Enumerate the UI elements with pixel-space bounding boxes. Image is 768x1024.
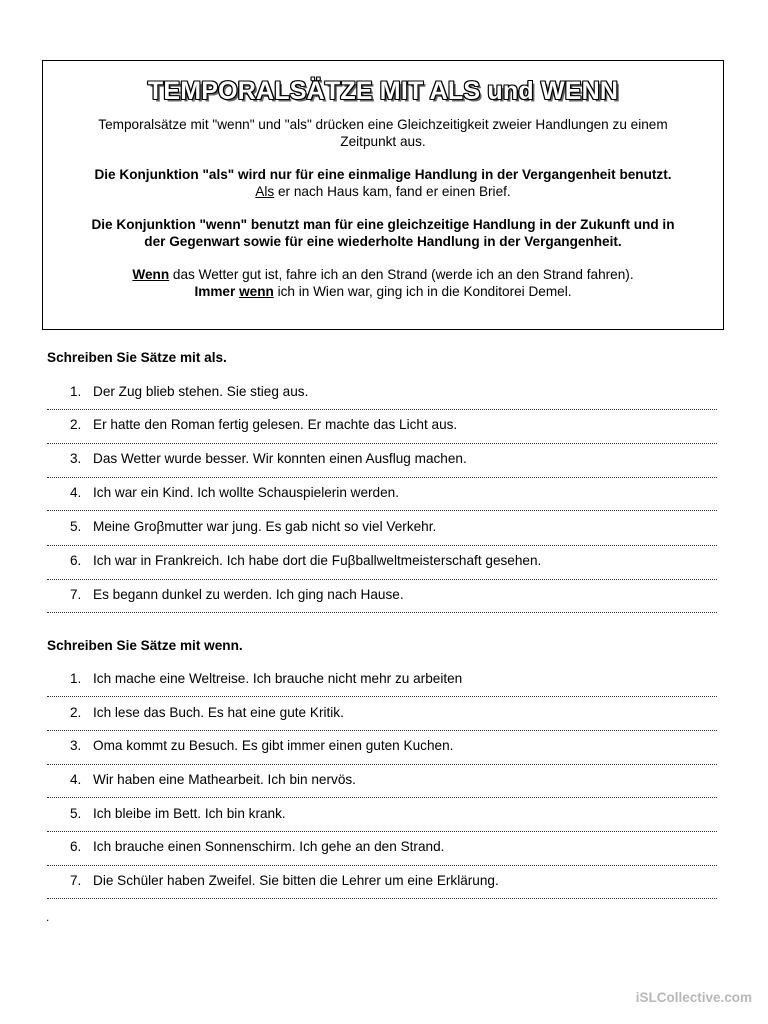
answer-line-als-6[interactable] [47, 579, 717, 580]
exercise-number: 1. [70, 671, 82, 686]
immer-example-rest: ich in Wien war, ging ich in die Konditorei Demel. [273, 284, 572, 299]
wenn-example [51, 266, 715, 283]
wenn-examples-paragraph [43, 266, 723, 300]
exercise-wenn-5 [70, 806, 286, 821]
exercise-text: Ich war in Frankreich. Ich habe dort die Fuβballweltmeisterschaft gesehen. [93, 553, 542, 568]
exercise-text: Ich war ein Kind. Ich wollte Schauspielerin werden. [93, 485, 400, 500]
answer-line-als-3[interactable] [47, 477, 717, 478]
answer-line-wenn-6[interactable] [47, 865, 717, 866]
exercise-number: 2. [70, 417, 82, 432]
intro-line-1: Temporalsätze mit "wenn" und "als" drücken eine Gleichzeitigkeit zweier Handlungen zu einem [98, 117, 668, 132]
wenn-rule-line-2: der Gegenwart sowie für eine wiederholte Handlung in der Vergangenheit. [144, 234, 622, 249]
exercise-text: Es begann dunkel zu werden. Ich ging nach Hause. [93, 587, 404, 602]
exercise-number: 3. [70, 451, 82, 466]
exercise-als-2 [70, 417, 457, 432]
exercise-wenn-1 [70, 671, 462, 686]
wenn-keyword: Wenn [132, 267, 170, 282]
exercise-number: 5. [70, 806, 82, 821]
exercise-number: 6. [70, 553, 82, 568]
intro-paragraph [43, 116, 723, 150]
section-als-heading: Schreiben Sie Sätze mit als. [47, 350, 227, 365]
exercise-number: 4. [70, 772, 82, 787]
exercise-wenn-2 [70, 705, 344, 720]
immer-word: Immer [194, 284, 236, 299]
exercise-text: Ich lese das Buch. Es hat eine gute Kritik. [93, 705, 344, 720]
exercise-number: 4. [70, 485, 82, 500]
exercise-text: Er hatte den Roman fertig gelesen. Er machte das Licht aus. [93, 417, 458, 432]
exercise-number: 1. [70, 384, 82, 399]
exercise-als-1 [70, 384, 308, 399]
immer-wenn-keyword: wenn [239, 284, 274, 299]
exercise-text: Ich mache eine Weltreise. Ich brauche nicht mehr zu arbeiten [93, 671, 463, 686]
exercise-number: 7. [70, 873, 82, 888]
wenn-rule-line-1: Die Konjunktion "wenn" benutzt man für eine gleichzeitige Handlung in der Zukunft und in [91, 217, 675, 232]
answer-line-wenn-5[interactable] [47, 831, 717, 832]
exercise-als-3 [70, 451, 467, 466]
answer-line-als-1[interactable] [47, 409, 717, 410]
answer-line-als-5[interactable] [47, 545, 717, 546]
immer-wenn-example [51, 283, 715, 300]
exercise-text: Der Zug blieb stehen. Sie stieg aus. [93, 384, 309, 399]
exercise-text: Wir haben eine Mathearbeit. Ich bin nervös. [93, 772, 356, 787]
answer-line-als-7[interactable] [47, 612, 717, 613]
exercise-text: Meine Groβmutter war jung. Es gab nicht so viel Verkehr. [93, 519, 437, 534]
als-example [51, 183, 715, 200]
als-rule-paragraph [43, 166, 723, 200]
exercise-als-7 [70, 587, 404, 602]
exercise-number: 3. [70, 738, 82, 753]
exercise-text: Das Wetter wurde besser. Wir konnten einen Ausflug machen. [93, 451, 467, 466]
exercise-wenn-6 [70, 839, 444, 854]
answer-line-wenn-3[interactable] [47, 764, 717, 765]
answer-line-wenn-7[interactable] [47, 898, 717, 899]
exercise-wenn-4 [70, 772, 356, 787]
exercise-als-4 [70, 485, 399, 500]
answer-line-als-2[interactable] [47, 443, 717, 444]
exercise-text: Oma kommt zu Besuch. Es gibt immer einen guten Kuchen. [93, 738, 454, 753]
exercise-als-6 [70, 553, 541, 568]
als-rule: Die Konjunktion "als" wird nur für eine einmalige Handlung in der Vergangenheit benutzt. [94, 167, 672, 182]
answer-line-wenn-1[interactable] [47, 696, 717, 697]
exercise-text: Ich brauche einen Sonnenschirm. Ich gehe an den Strand. [93, 839, 445, 854]
als-keyword: Als [255, 184, 275, 199]
als-example-rest: er nach Haus kam, fand er einen Brief. [274, 184, 511, 199]
exercise-wenn-7 [70, 873, 499, 888]
exercise-text: Ich bleibe im Bett. Ich bin krank. [93, 806, 286, 821]
grammar-explanation-box [42, 60, 724, 330]
exercise-number: 2. [70, 705, 82, 720]
exercise-als-5 [70, 519, 436, 534]
worksheet-title: TEMPORALSÄTZE MIT ALS und WENN [147, 77, 619, 105]
watermark: iSLCollective.com [635, 990, 752, 1005]
exercise-wenn-3 [70, 738, 453, 753]
trailing-mark: . [46, 910, 50, 924]
answer-line-wenn-4[interactable] [47, 797, 717, 798]
section-wenn-heading: Schreiben Sie Sätze mit wenn. [47, 638, 243, 653]
exercise-number: 6. [70, 839, 82, 854]
answer-line-wenn-2[interactable] [47, 730, 717, 731]
intro-line-2: Zeitpunkt aus. [340, 134, 426, 149]
exercise-number: 5. [70, 519, 82, 534]
wenn-example-rest: das Wetter gut ist, fahre ich an den Strand (werde ich an den Strand fahren). [169, 267, 634, 282]
wenn-rule-paragraph [43, 216, 723, 250]
answer-line-als-4[interactable] [47, 510, 717, 511]
exercise-text: Die Schüler haben Zweifel. Sie bitten die Lehrer um eine Erklärung. [93, 873, 499, 888]
exercise-number: 7. [70, 587, 82, 602]
